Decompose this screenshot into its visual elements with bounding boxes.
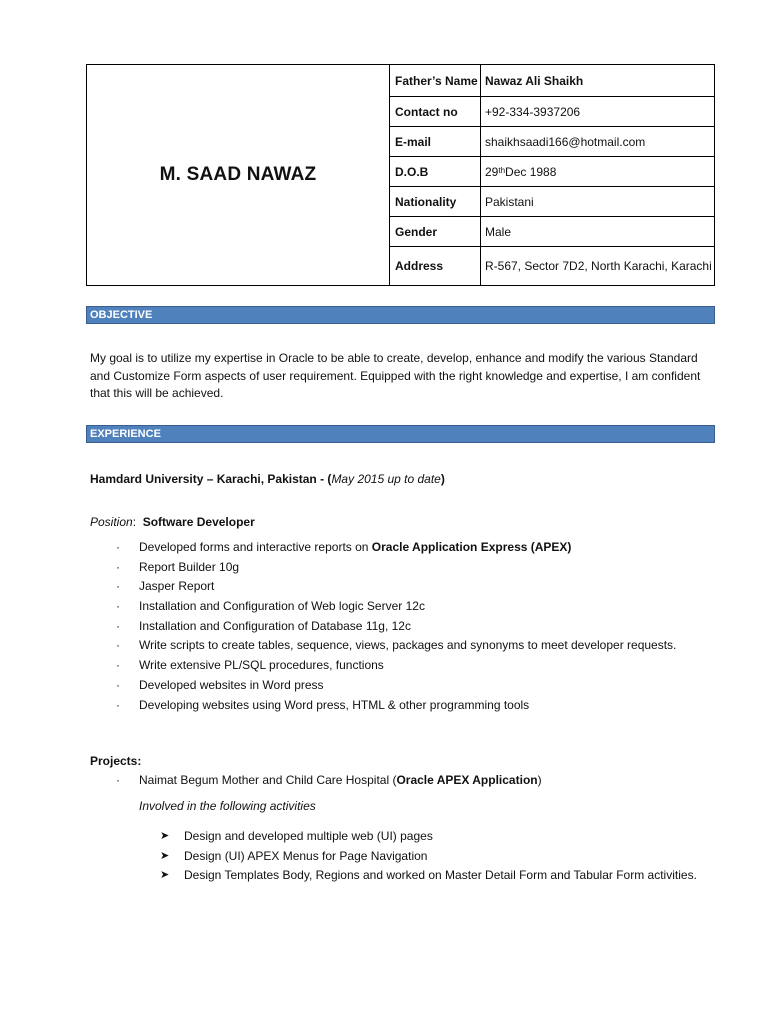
list-item: · Developing websites using Word press, HTML & other programming tools <box>116 697 530 712</box>
list-item: · Write scripts to create tables, sequence, views, packages and synonyms to meet developer requests. <box>116 638 677 653</box>
label-email: E-mail <box>390 127 481 156</box>
value-contact: +92-334-3937206 <box>485 104 581 119</box>
projects-heading: Projects: <box>90 754 142 768</box>
label-dob: D.O.B <box>390 157 481 186</box>
personal-info-table <box>86 64 715 286</box>
list-item: ➤ Design (UI) APEX Menus for Page Navigation <box>160 848 428 863</box>
list-item: · Developed websites in Word press <box>116 677 324 692</box>
info-grid <box>390 65 714 285</box>
name-cell <box>87 65 390 285</box>
row-email <box>390 127 714 157</box>
row-dob <box>390 157 714 187</box>
candidate-name: M. SAAD NAWAZ <box>159 164 317 185</box>
position-title: Software Developer <box>142 515 255 529</box>
list-item: · Developed forms and interactive reports on Oracle Application Express (APEX) <box>116 540 572 554</box>
arrow-bullet-icon: ➤ <box>160 849 170 862</box>
project-type: Oracle APEX Application <box>396 773 538 787</box>
row-address <box>390 247 714 285</box>
list-item: ➤ Design Templates Body, Regions and worked on Master Detail Form and Tabular Form activities. <box>160 868 697 883</box>
value-address: R-567, Sector 7D2, North Karachi, Karachi <box>485 259 712 273</box>
label-contact: Contact no <box>390 97 481 126</box>
row-fathers-name <box>390 65 714 97</box>
value-gender: Male <box>485 224 512 239</box>
objective-heading: OBJECTIVE <box>86 306 715 324</box>
value-dob: 29 $^{th}$ Dec 1988 <box>485 164 557 179</box>
row-contact <box>390 97 714 127</box>
project-line: · Naimat Begum Mother and Child Care Hospital (Oracle APEX Application) <box>116 773 542 787</box>
activities-list <box>160 828 697 887</box>
list-item: · Report Builder 10g <box>116 559 240 574</box>
value-fathers-name: Nawaz Ali Shaikh <box>485 73 584 88</box>
label-fathers-name: Father’s Name <box>390 65 481 96</box>
involved-text: Involved in the following activities <box>139 799 316 813</box>
list-item: · Installation and Configuration of Database 11g, 12c <box>116 618 411 633</box>
row-gender <box>390 217 714 247</box>
row-nationality <box>390 187 714 217</box>
list-item: · Jasper Report <box>116 579 215 594</box>
label-gender: Gender <box>390 217 481 246</box>
position-line: Position: Software Developer <box>90 515 255 529</box>
arrow-bullet-icon: ➤ <box>160 869 170 882</box>
label-nationality: Nationality <box>390 187 481 216</box>
list-item: · Write extensive PL/SQL procedures, functions <box>116 658 384 673</box>
list-item: ➤ Design and developed multiple web (UI) pages <box>160 829 433 843</box>
experience-heading: EXPERIENCE <box>86 425 715 443</box>
employer-line: Hamdard University – Karachi, Pakistan - (May 2015 up to date) <box>90 472 445 486</box>
value-nationality: Pakistani <box>485 194 534 209</box>
value-email: shaikhsaadi166@hotmail.com <box>485 134 646 149</box>
duties-list <box>112 539 676 716</box>
employment-period: May 2015 up to date <box>331 472 441 486</box>
list-item: · Installation and Configuration of Web logic Server 12c <box>116 599 425 614</box>
label-address: Address <box>390 247 481 285</box>
arrow-bullet-icon: ➤ <box>160 830 170 842</box>
objective-text: My goal is to utilize my expertise in Oracle to be able to create, develop, enhance and modify the various Standard and Customize Form aspects of user requirement. Equipped with the right knowledge and expertise, I am confident that this will be achieved. <box>90 351 701 400</box>
